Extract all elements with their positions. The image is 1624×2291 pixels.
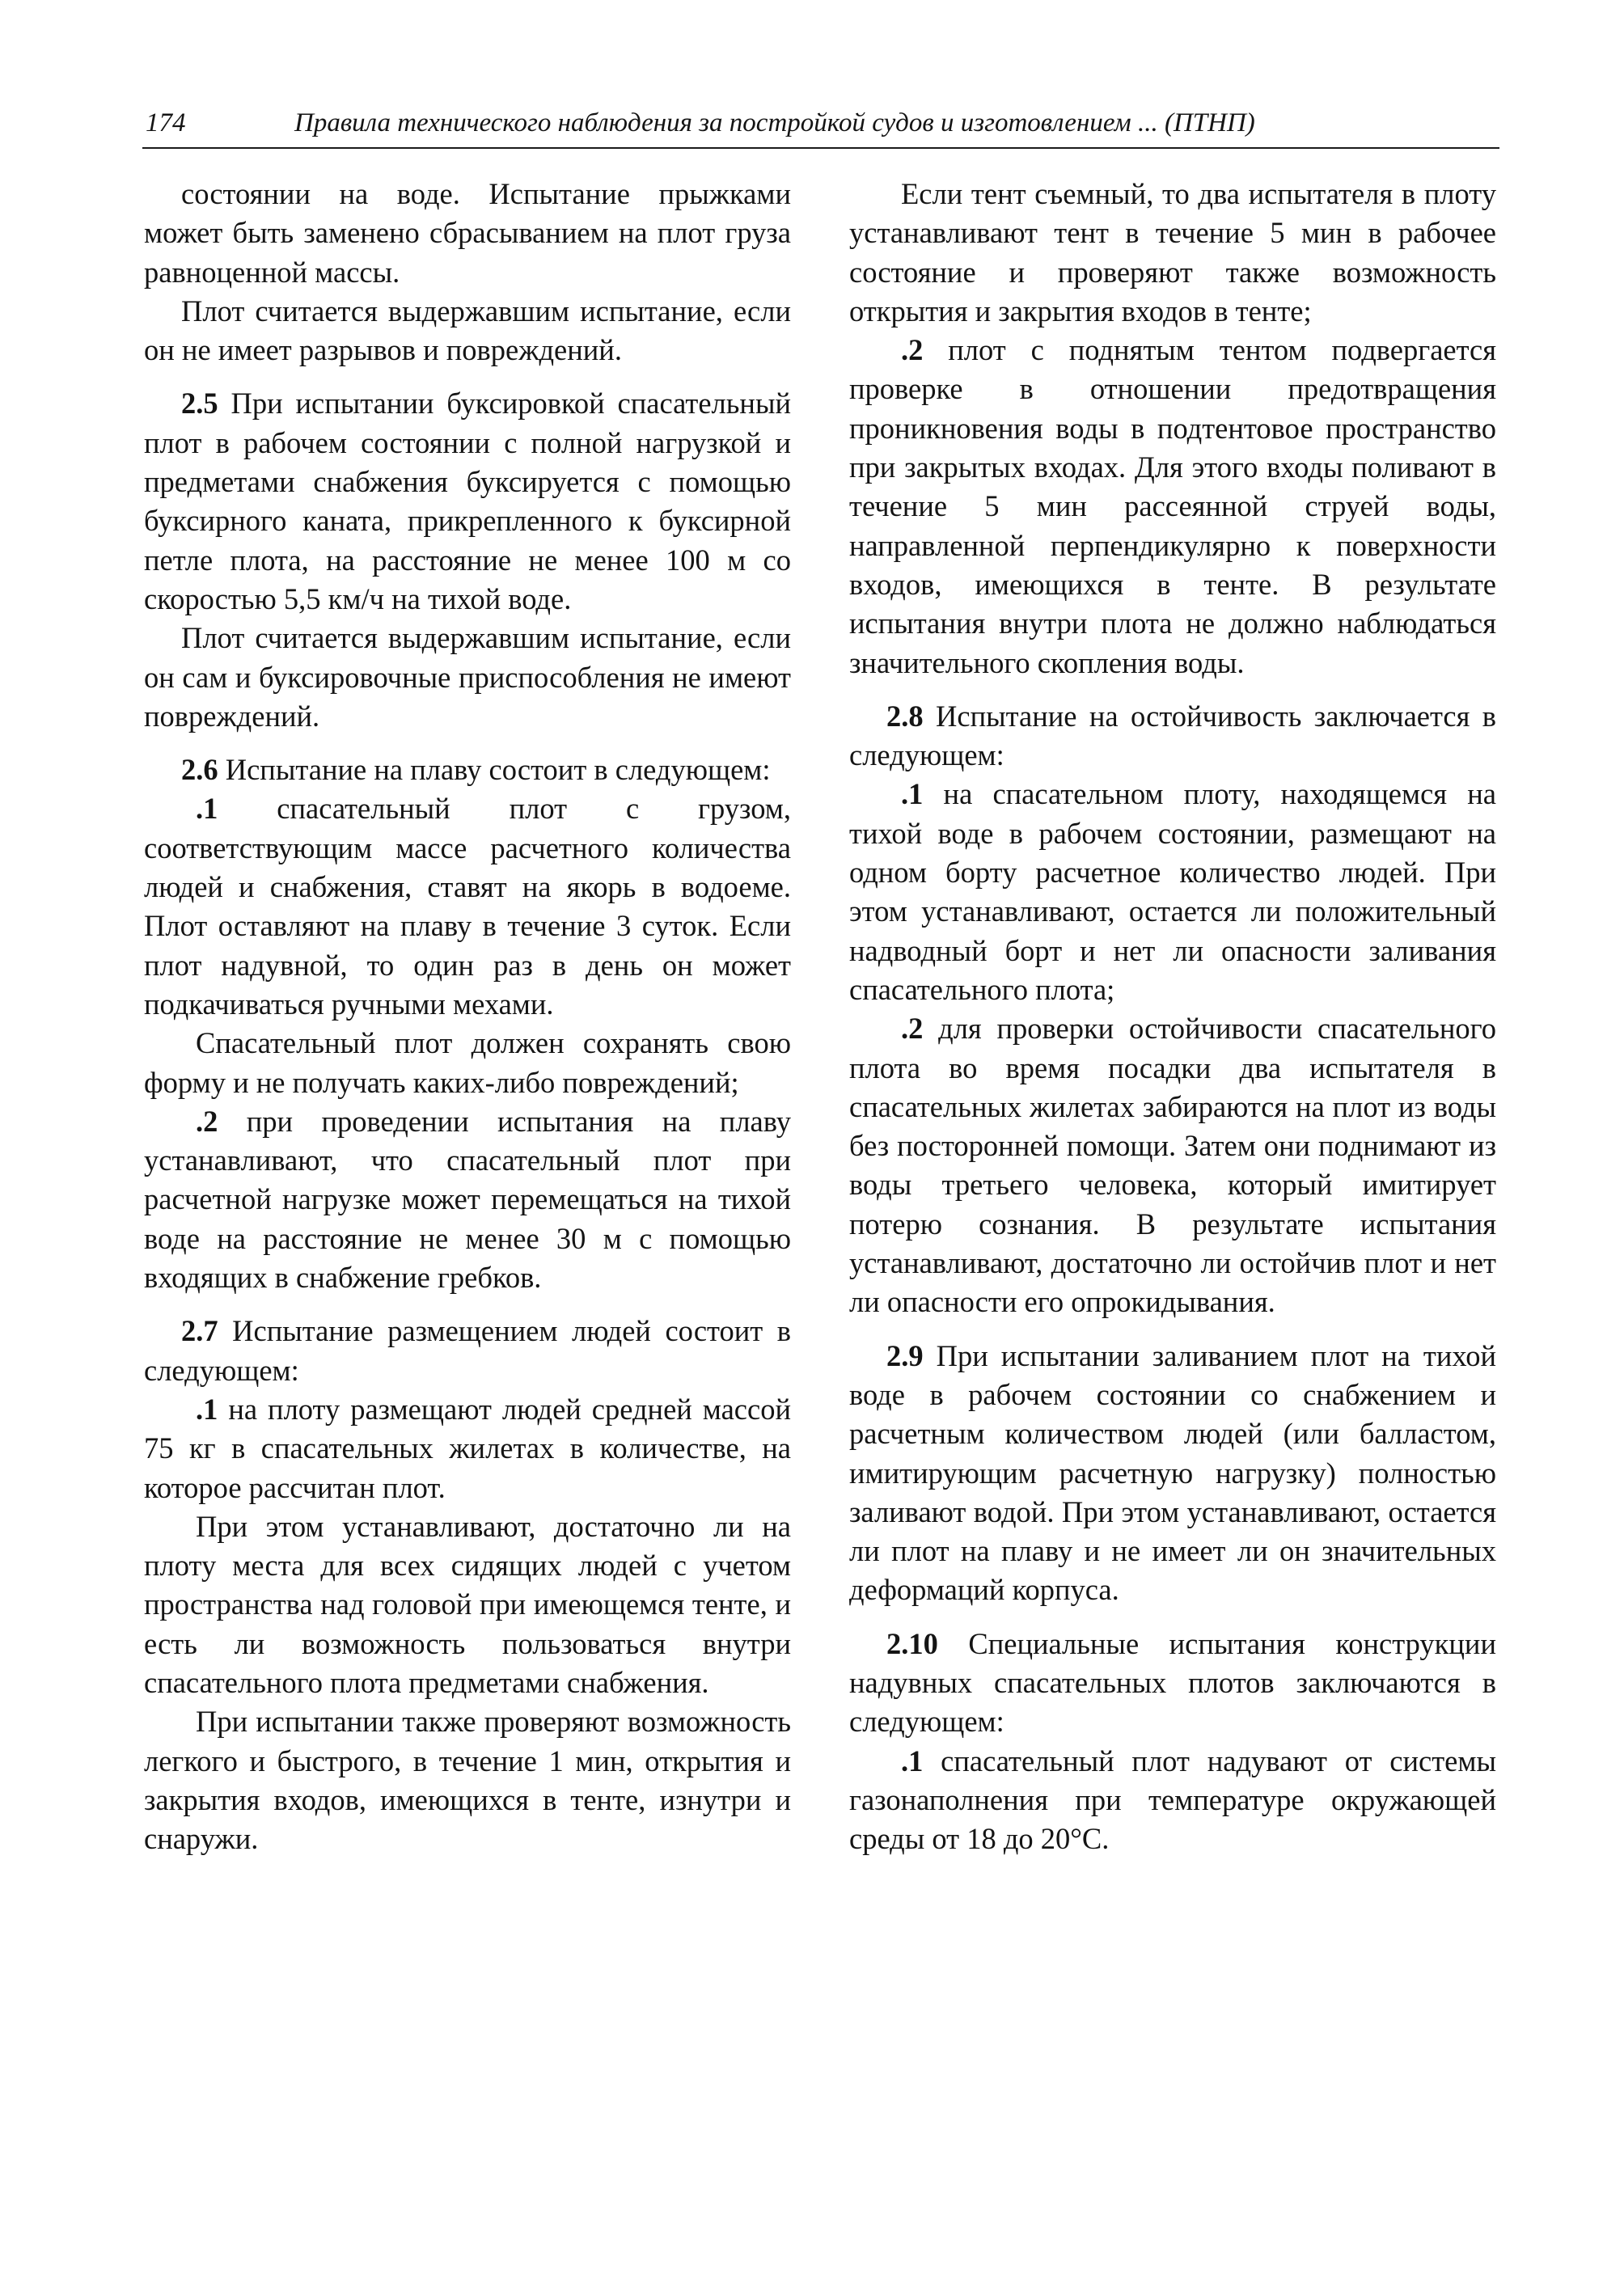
subsection-number: .1 xyxy=(901,777,924,811)
section-paragraph: 2.10 Специальные испытания конструкции надувных спасательных плотов заключаются в следующем: xyxy=(849,1626,1496,1739)
subsection-paragraph: .2 для проверки остойчивости спасательного плота во время посадки два испытателя в спасательных жилетах забираются на плот из воды без посторонней помощи. Затем они поднимают из воды третьего человека, который имитирует потерю сознания. В результате испытания устанавливают, достаточно ли остойчив плот и нет ли опасности его опрокидывания. xyxy=(849,1012,1496,1319)
section-paragraph: 2.7 Испытание размещением людей состоит в следующем: xyxy=(144,1314,791,1387)
subsection-paragraph: .2 при проведении испытания на плаву устанавливают, что спасательный плот при расчетной нагрузке может перемещаться на тихой воде на расстояние не менее 30 м с помощью входящих в снабжение гребков. xyxy=(144,1104,791,1295)
subsection-paragraph: .1 на спасательном плоту, находящемся на тихой воде в рабочем состоянии, размещают на одном борту расчетное количество людей. При этом устанавливают, остается ли положительный надводный борт и нет ли опасности заливания спасательного плота; xyxy=(849,777,1496,1006)
section-paragraph: 2.5 При испытании буксировкой спасательный плот в рабочем состоянии с полной нагрузкой и предметами снабжения буксируется с помощью буксирного каната, прикрепленного к буксирной петле плота, на расстояние не менее 100 м со скоростью 5,5 км/ч на тихой воде. xyxy=(144,387,791,615)
section-number: 2.10 xyxy=(886,1626,938,1660)
subsection-number: .2 xyxy=(196,1104,218,1138)
paragraph: Если тент съемный, то два испытателя в плоту устанавливают тент в течение 5 мин в рабочее состояние и проверяют также возможность открытия и закрытия входов в тенте; xyxy=(849,177,1496,328)
paragraph: Плот считается выдержавшим испытание, если он не имеет разрывов и повреждений. xyxy=(144,294,791,367)
subsection-paragraph: .1 спасательный плот надувают от системы газонаполнения при температуре окружающей среды от 18 до 20°С. xyxy=(849,1744,1496,1856)
section-paragraph: 2.6 Испытание на плаву состоит в следующем: xyxy=(181,753,771,787)
right-column xyxy=(849,175,1496,1858)
subsection-number: .2 xyxy=(901,333,924,367)
paragraph: Спасательный плот должен сохранять свою форму и не получать каких-либо повреждений; xyxy=(144,1026,791,1099)
section-number: 2.7 xyxy=(181,1314,218,1348)
running-header xyxy=(142,102,1499,149)
section-number: 2.9 xyxy=(886,1338,924,1372)
paragraph: состоянии на воде. Испытание прыжками может быть заменено сбрасыванием на плот груза равноценной массы. xyxy=(144,177,791,289)
paragraph: При этом устанавливают, достаточно ли на плоту места для всех сидящих людей с учетом пространства над головой при имеющемся тенте, и есть ли возможность пользоваться внутри спасательного плота предметами снабжения. xyxy=(144,1509,791,1699)
subsection-paragraph: .2 плот с поднятым тентом подвергается проверке в отношении предотвращения проникновения воды в подтентовое пространство при закрытых входах. Для этого входы поливают в течение 5 мин рассеянной струей воды, направленной перпендикулярно к поверхности входов, имеющихся в тенте. В результате испытания внутри плота не должно наблюдаться значительного скопления воды. xyxy=(849,333,1496,679)
page-number: 174 xyxy=(146,108,186,137)
section-number: 2.8 xyxy=(886,699,924,733)
running-title: Правила технического наблюдения за постройкой судов и изготовлением ... (ПТНП) xyxy=(294,108,1255,137)
section-number: 2.5 xyxy=(181,387,218,421)
subsection-paragraph: .1 спасательный плот с грузом, соответствующим массе расчетного количества людей и снабжения, ставят на якорь в водоеме. Плот оставляют на плаву в течение 3 суток. Если плот надувной, то один раз в день он может подкачиваться ручными мехами. xyxy=(144,792,791,1021)
section-paragraph: 2.9 При испытании заливанием плот на тихой воде в рабочем состоянии со снабжением и расчетным количеством людей (или балластом, имитирующим расчетную нагрузку) полностью заливают водой. При этом устанавливают, остается ли плот на плаву и не имеет ли он значительных деформаций корпуса. xyxy=(849,1338,1496,1607)
subsection-number: .1 xyxy=(901,1744,924,1777)
subsection-number: .1 xyxy=(196,1392,218,1426)
section-paragraph: 2.8 Испытание на остойчивость заключается в следующем: xyxy=(849,699,1496,772)
subsection-number: .1 xyxy=(196,792,218,826)
left-column xyxy=(144,175,791,1858)
paragraph: Плот считается выдержавшим испытание, если он сам и буксировочные приспособления не имеют повреждений. xyxy=(144,621,791,733)
paragraph: При испытании также проверяют возможность легкого и быстрого, в течение 1 мин, открытия и закрытия входов, имеющихся в тенте, изнутри и снаружи. xyxy=(144,1705,791,1856)
subsection-paragraph: .1 на плоту размещают людей средней массой 75 кг в спасательных жилетах в количестве, на которое рассчитан плот. xyxy=(144,1392,791,1504)
subsection-number: .2 xyxy=(901,1012,924,1046)
section-number: 2.6 xyxy=(181,753,218,787)
